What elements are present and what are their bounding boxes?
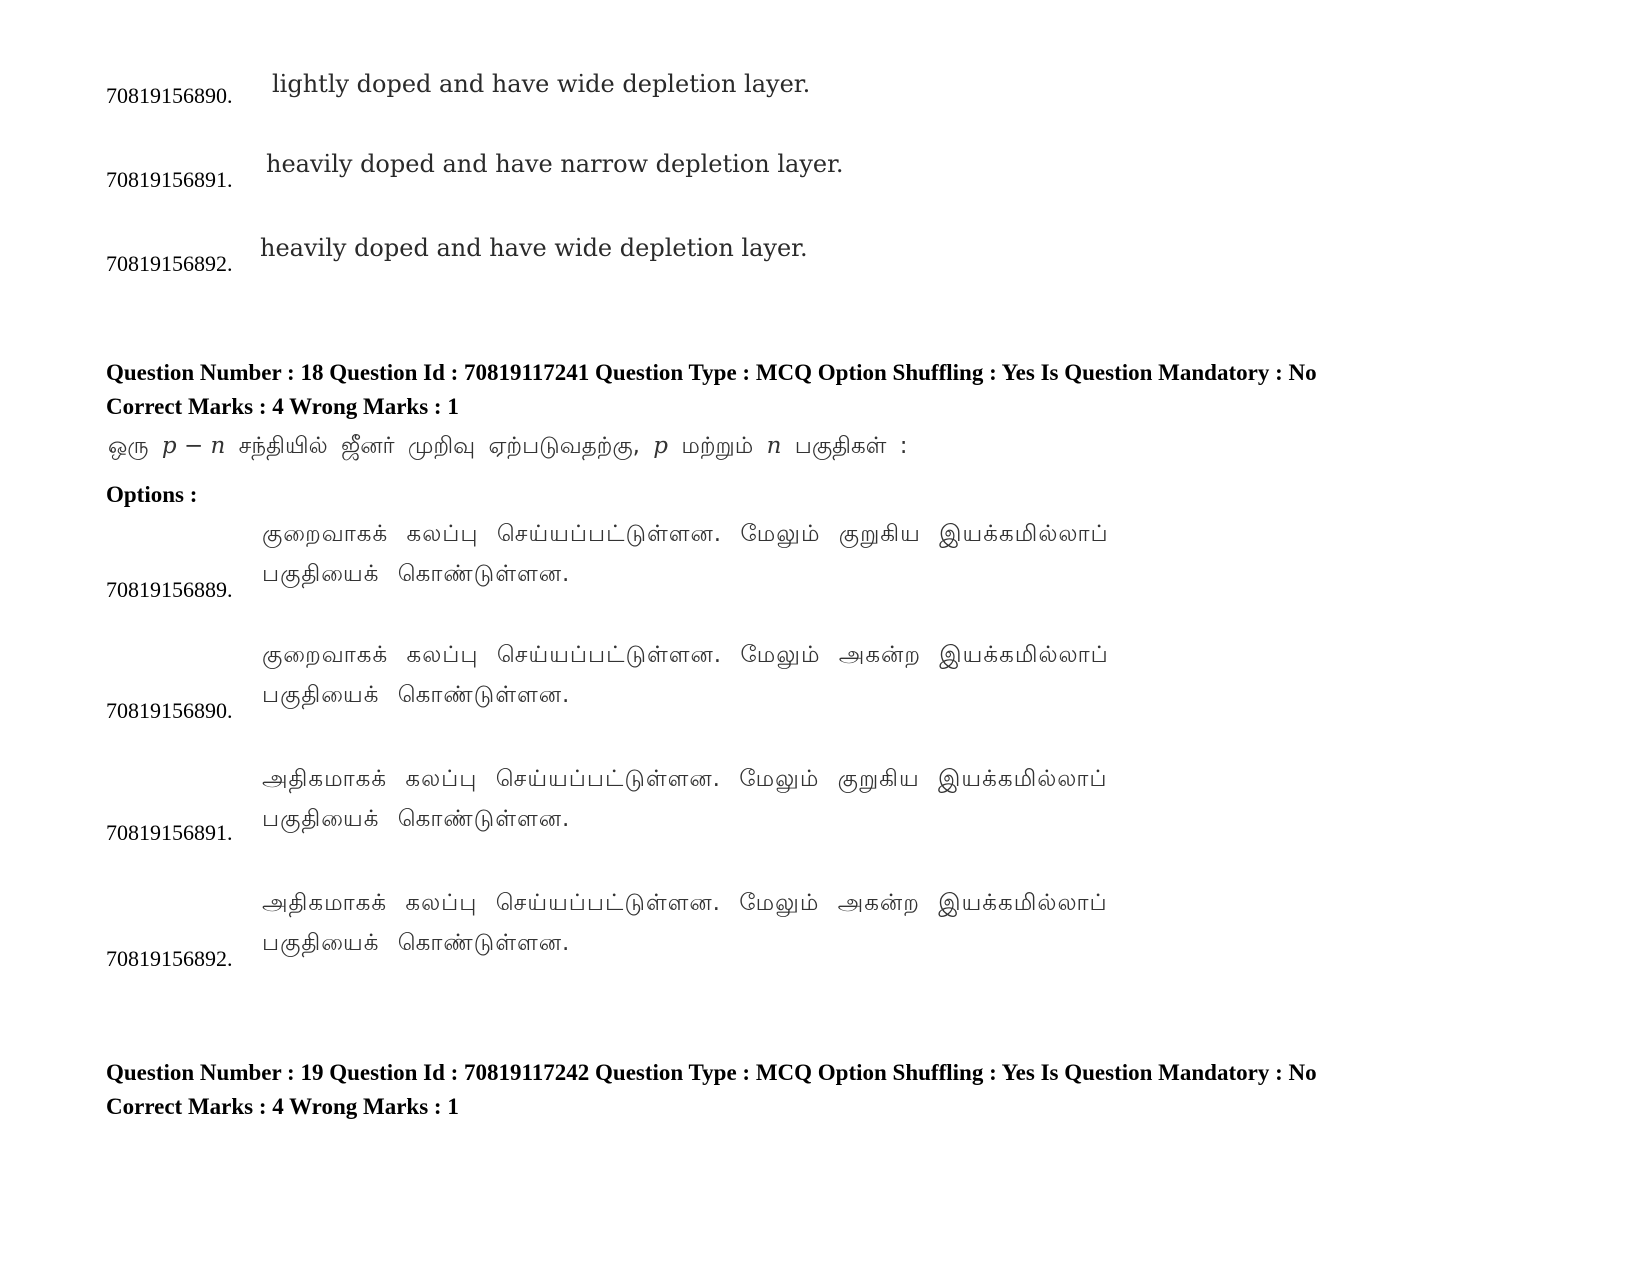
option-text: heavily doped and have narrow depletion layer.	[266, 150, 844, 178]
option-id: 70819156890.	[106, 698, 233, 723]
option-text-line: பகுதியைக் கொண்டுள்ளன.	[262, 930, 571, 956]
option-text-line: அதிகமாகக் கலப்பு செய்யப்பட்டுள்ளன. மேலும் குறுகிய இயக்கமில்லாப்	[262, 766, 1108, 792]
question-text-part: சந்தியில் ஜீனர் முறிவு ஏற்படுவதற்கு,	[238, 433, 640, 459]
math-expression: n	[766, 433, 782, 459]
option-id: 70819156890.	[106, 83, 233, 108]
marks-line: Correct Marks : 4 Wrong Marks : 1	[106, 1094, 459, 1119]
option-id: 70819156891.	[106, 167, 233, 192]
question-header	[106, 1056, 1546, 1124]
question-text-part: பகுதிகள் :	[794, 433, 908, 459]
question-header	[106, 356, 1546, 424]
option-text: lightly doped and have wide depletion layer.	[272, 70, 811, 98]
options-label: Options :	[106, 482, 198, 507]
question-text-part: மற்றும்	[681, 433, 754, 459]
option-text	[262, 759, 1282, 839]
option-text	[262, 883, 1282, 963]
question-text	[108, 430, 908, 462]
math-expression: p	[653, 433, 669, 459]
option-id: 70819156889.	[106, 577, 233, 602]
option-text-line: அதிகமாகக் கலப்பு செய்யப்பட்டுள்ளன. மேலும் அகன்ற இயக்கமில்லாப்	[262, 890, 1108, 916]
marks-line: Correct Marks : 4 Wrong Marks : 1	[106, 394, 459, 419]
option-text	[262, 514, 1282, 594]
question-meta-line: Question Number : 18 Question Id : 70819117241 Question Type : MCQ Option Shuffling : Yes Is Question Mandatory : No	[106, 360, 1317, 385]
option-text: heavily doped and have wide depletion layer.	[260, 234, 808, 262]
option-text	[262, 635, 1282, 715]
option-text-line: பகுதியைக் கொண்டுள்ளன.	[262, 561, 571, 587]
option-id: 70819156892.	[106, 946, 233, 971]
option-id: 70819156891.	[106, 820, 233, 845]
question-text-part: ஒரு	[108, 433, 149, 459]
option-text-line: குறைவாகக் கலப்பு செய்யப்பட்டுள்ளன. மேலும் குறுகிய இயக்கமில்லாப்	[262, 521, 1109, 547]
option-text-line: பகுதியைக் கொண்டுள்ளன.	[262, 806, 571, 832]
option-text-line: குறைவாகக் கலப்பு செய்யப்பட்டுள்ளன. மேலும் அகன்ற இயக்கமில்லாப்	[262, 642, 1109, 668]
option-text-line: பகுதியைக் கொண்டுள்ளன.	[262, 682, 571, 708]
math-expression: p − n	[161, 433, 226, 459]
question-meta-line: Question Number : 19 Question Id : 70819117242 Question Type : MCQ Option Shuffling : Yes Is Question Mandatory : No	[106, 1060, 1317, 1085]
option-id: 70819156892.	[106, 251, 233, 276]
